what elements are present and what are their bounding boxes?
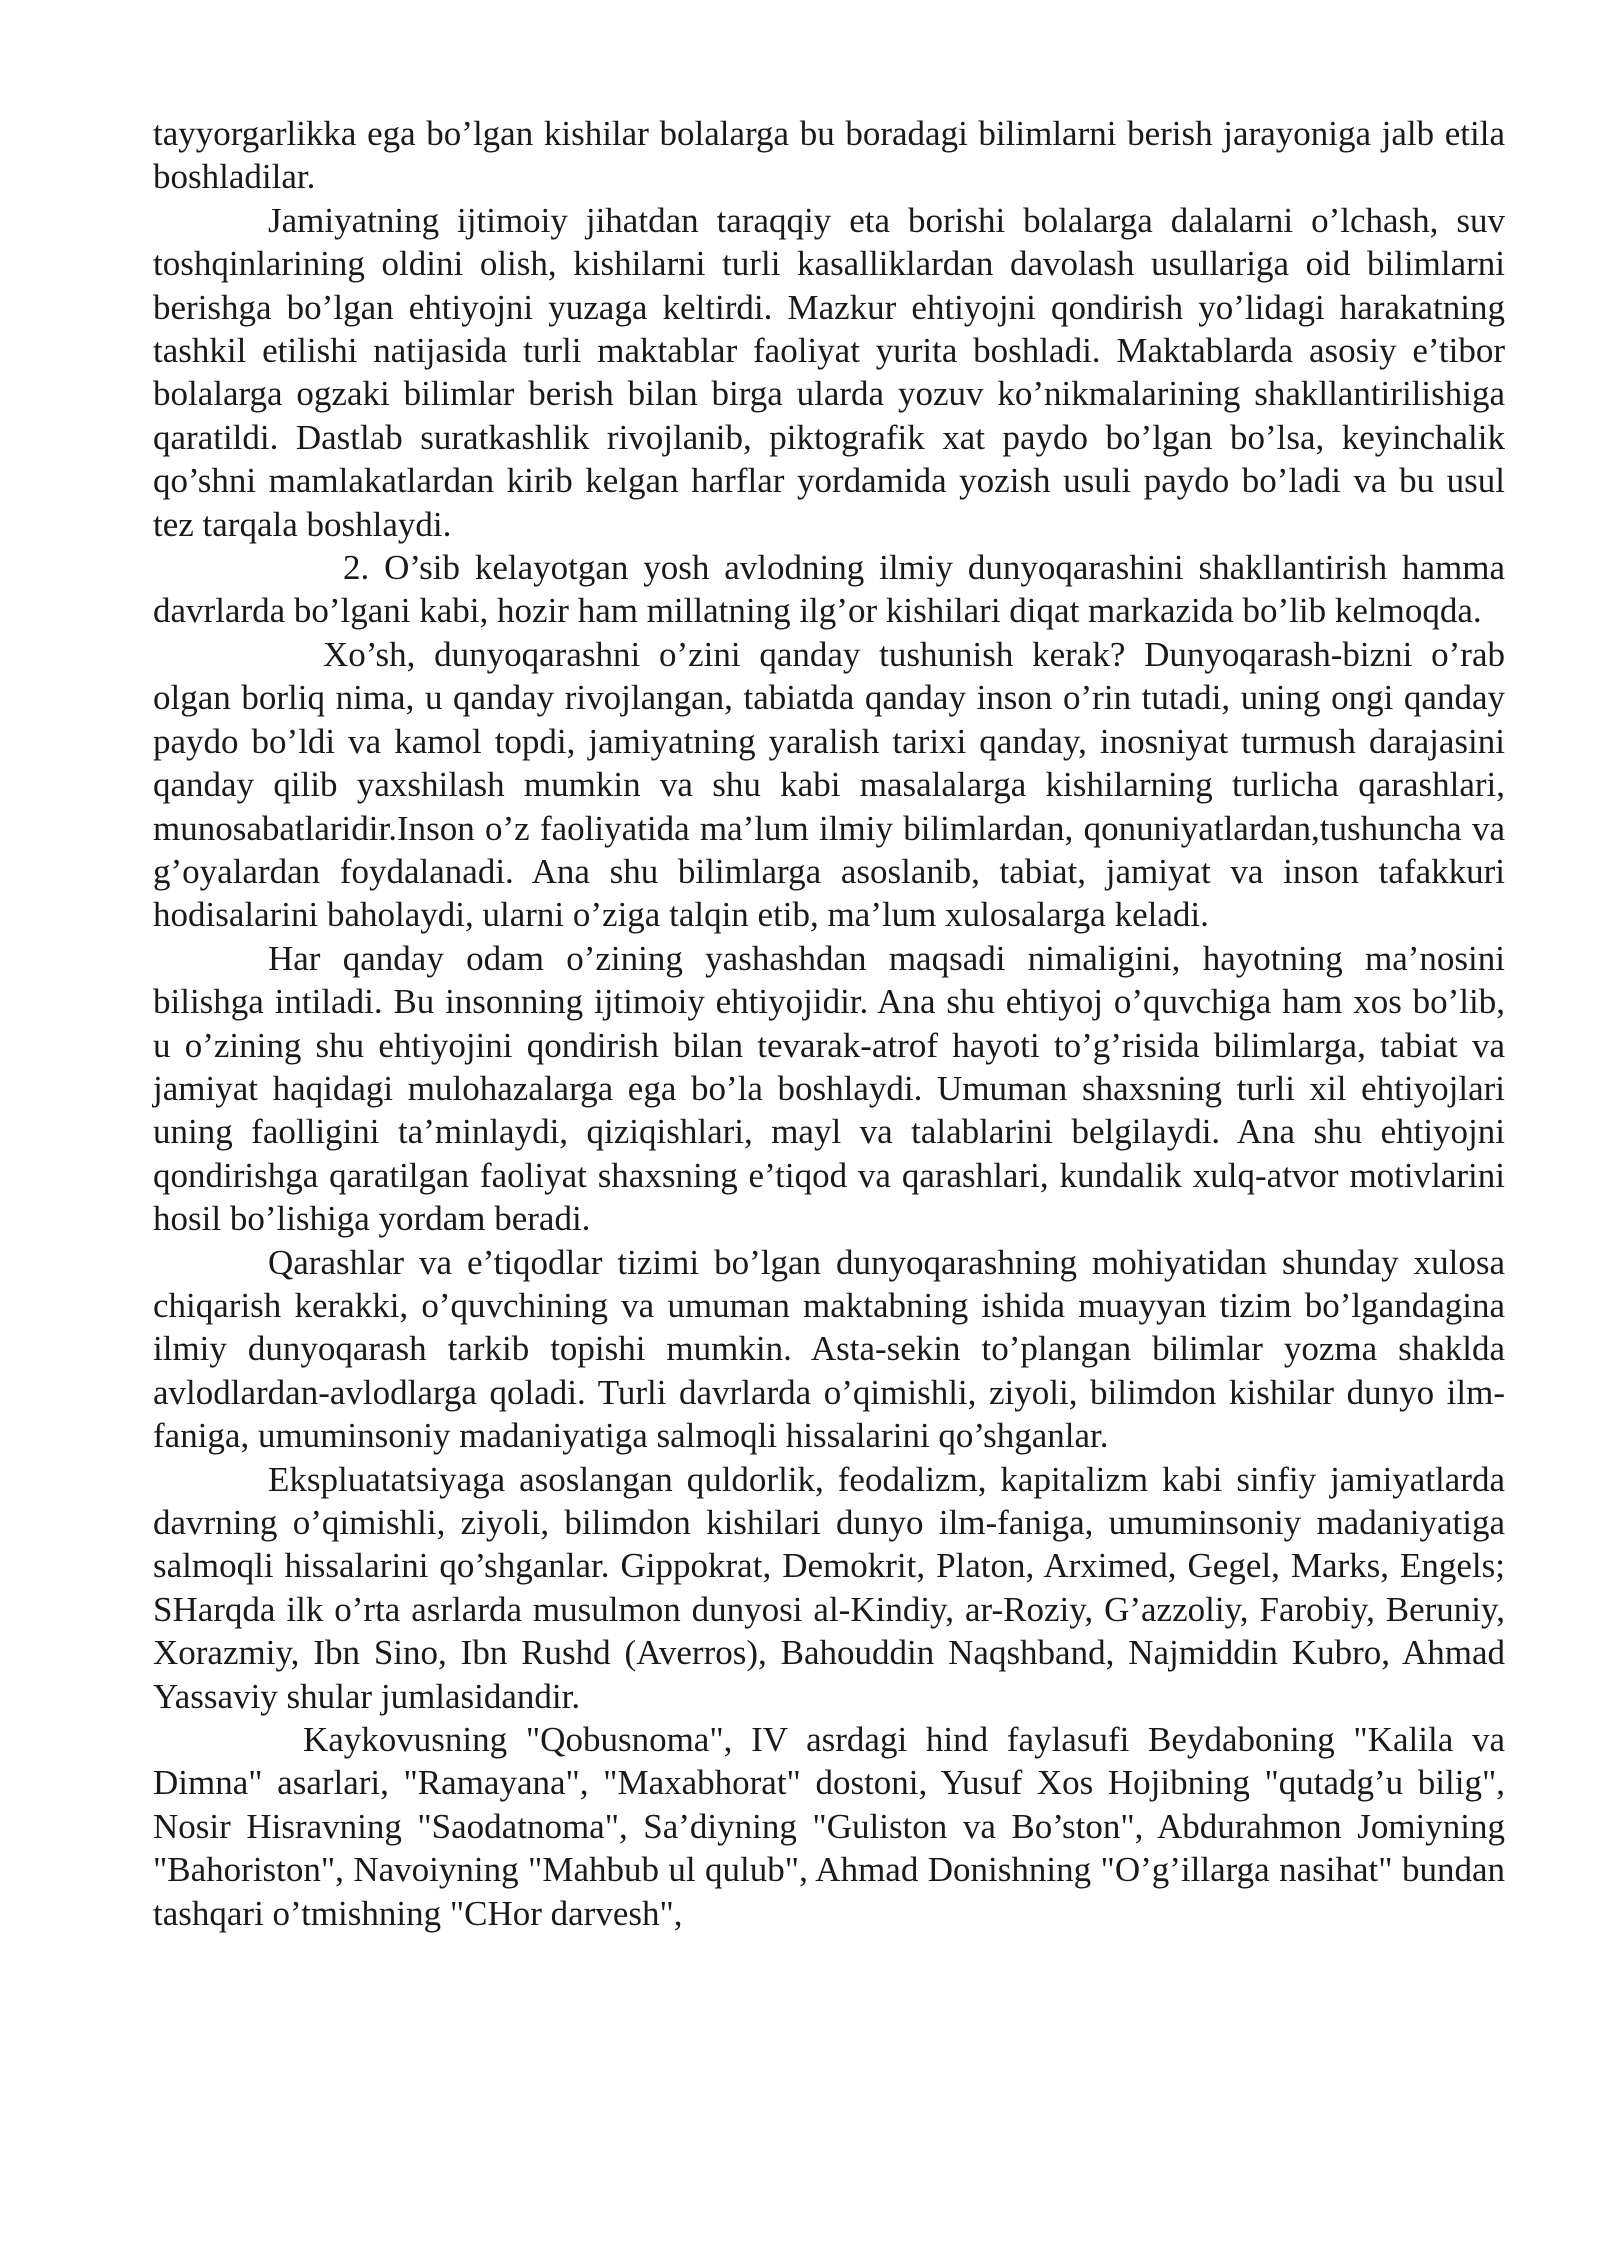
document-page bbox=[153, 112, 1505, 1935]
paragraph-needs: Har qanday odam o’zining yashashdan maqsadi nimaligini, hayotning ma’nosini bilishga intiladi. Bu insonning ijtimoiy ehtiyojidir. Ana shu ehtiyoj o’quvchiga ham xos bo’lib, u o’zining shu ehtiyojini qondirish bilan tevarak-atrof hayoti to’g’risida bilimlarga, tabiat va jamiyat haqidagi mulohazalarga ega bo’la boshlaydi. Umuman shaxsning turli xil ehtiyojlari uning faolligini ta’minlaydi, qiziqishlari, mayl va talablarini belgilaydi. Ana shu ehtiyojni qondirishga qaratilgan faoliyat shaxsning e’tiqod va qarashlari, kundalik xulq-atvor motivlarini hosil bo’lishiga yordam beradi. bbox=[153, 938, 1505, 1239]
paragraph-society-schools: Jamiyatning ijtimoiy jihatdan taraqqiy eta borishi bolalarga dalalarni o’lchash, suv toshqinlarining oldini olish, kishilarni turli kasalliklardan davolash usullariga oid bilimlarni berishga bo’lgan ehtiyojni yuzaga keltirdi. Mazkur ehtiyojni qondirish yo’lidagi harakatning tashkil etilishi natijasida turli maktablar faoliyat yurita boshladi. Maktablarda asosiy e’tibor bolalarga ogzaki bilimlar berish bilan birga ularda yozuv ko’nikmalarining shakllantirilishiga qaratildi. Dastlab suratkashlik rivojlanib, piktografik xat paydo bo’lgan bo’lsa, keyinchalik qo’shni mamlakatlardan kirib kelgan harflar yordamida yozish usuli paydo bo’ladi va bu usul tez tarqala boshlaydi. bbox=[153, 200, 1505, 544]
paragraph-worldview-definition: Xo’sh, dunyoqarashni o’zini qanday tushunish kerak? Dunyoqarash-bizni o’rab olgan borliq nima, u qanday rivojlangan, tabiatda qanday inson o’rin tutadi, uning ongi qanday paydo bo’ldi va kamol topdi, jamiyatning yaralish tarixi qanday, inosniyat turmush darajasini qanday qilib yaxshilash mumkin va shu kabi masalalarga kishilarning turlicha qarashlari, munosabatlaridir.Inson o’z faoliyatida ma’lum ilmiy bilimlardan, qonuniyatlardan,tushuncha va g’oyalardan foydalanadi. Ana shu bilimlarga asoslanib, tabiat, jamiyat va inson tafakkuri hodisalarini baholaydi, ularni o’ziga talqin etib, ma’lum xulosalarga keladi. bbox=[153, 634, 1505, 935]
paragraph-worldview-intro: 2. O’sib kelayotgan yosh avlodning ilmiy dunyoqarashini shakllantirish hamma davrlarda bo’lgani kabi, hozir ham millatning ilg’or kishilari diqat markazida bo’lib kelmoqda. bbox=[153, 548, 1505, 631]
paragraph-beliefs-system: Qarashlar va e’tiqodlar tizimi bo’lgan dunyoqarashning mohiyatidan shunday xulosa chiqarish kerakki, o’quvchining va umuman maktabning ishida muayyan tizim bo’lgandagina ilmiy dunyoqarash tarkib topishi mumkin. Asta-sekin to’plangan bilimlar yozma shaklda avlodlardan-avlodlarga qoladi. Turli davrlarda o’qimishli, ziyoli, bilimdon kishilar dunyo ilm-faniga, umuminsoniy madaniyatiga salmoqli hissalarini qo’shganlar. bbox=[153, 1242, 1505, 1456]
paragraph-literary-works: Kaykovusning "Qobusnoma", IV asrdagi hind faylasufi Beydaboning "Kalila va Dimna" asarlari, "Ramayana", "Maxabhorat" dostoni, Yusuf Xos Hojibning "qutadg’u bilig", Nosir Hisravning "Saodatnoma", Sa’diyning "Guliston va Bo’ston", Abdurahmon Jomiyning "Bahoriston", Navoiyning "Mahbub ul qulub", Ahmad Donishning "O’g’illarga nasihat" bundan tashqari o’tmishning "CHor darvesh", bbox=[153, 1720, 1505, 1933]
paragraph-scholars: Ekspluatatsiyaga asoslangan quldorlik, feodalizm, kapitalizm kabi sinfiy jamiyatlarda davrning o’qimishli, ziyoli, bilimdon kishilari dunyo ilm-faniga, umuminsoniy madaniyatiga salmoqli hissalarini qo’shganlar. Gippokrat, Demokrit, Platon, Arximed, Gegel, Marks, Engels; SHarqda ilk o’rta asrlarda musulmon dunyosi al-Kindiy, ar-Roziy, G’azzoliy, Farobiy, Beruniy, Xorazmiy, Ibn Sino, Ibn Rushd (Averros), Bahouddin Naqshband, Najmiddin Kubro, Ahmad Yassaviy shular jumlasidandir. bbox=[153, 1459, 1505, 1716]
paragraph-continuation: tayyorgarlikka ega bo’lgan kishilar bolalarga bu boradagi bilimlarni berish jarayoniga jalb etila boshladilar. bbox=[153, 114, 1505, 197]
